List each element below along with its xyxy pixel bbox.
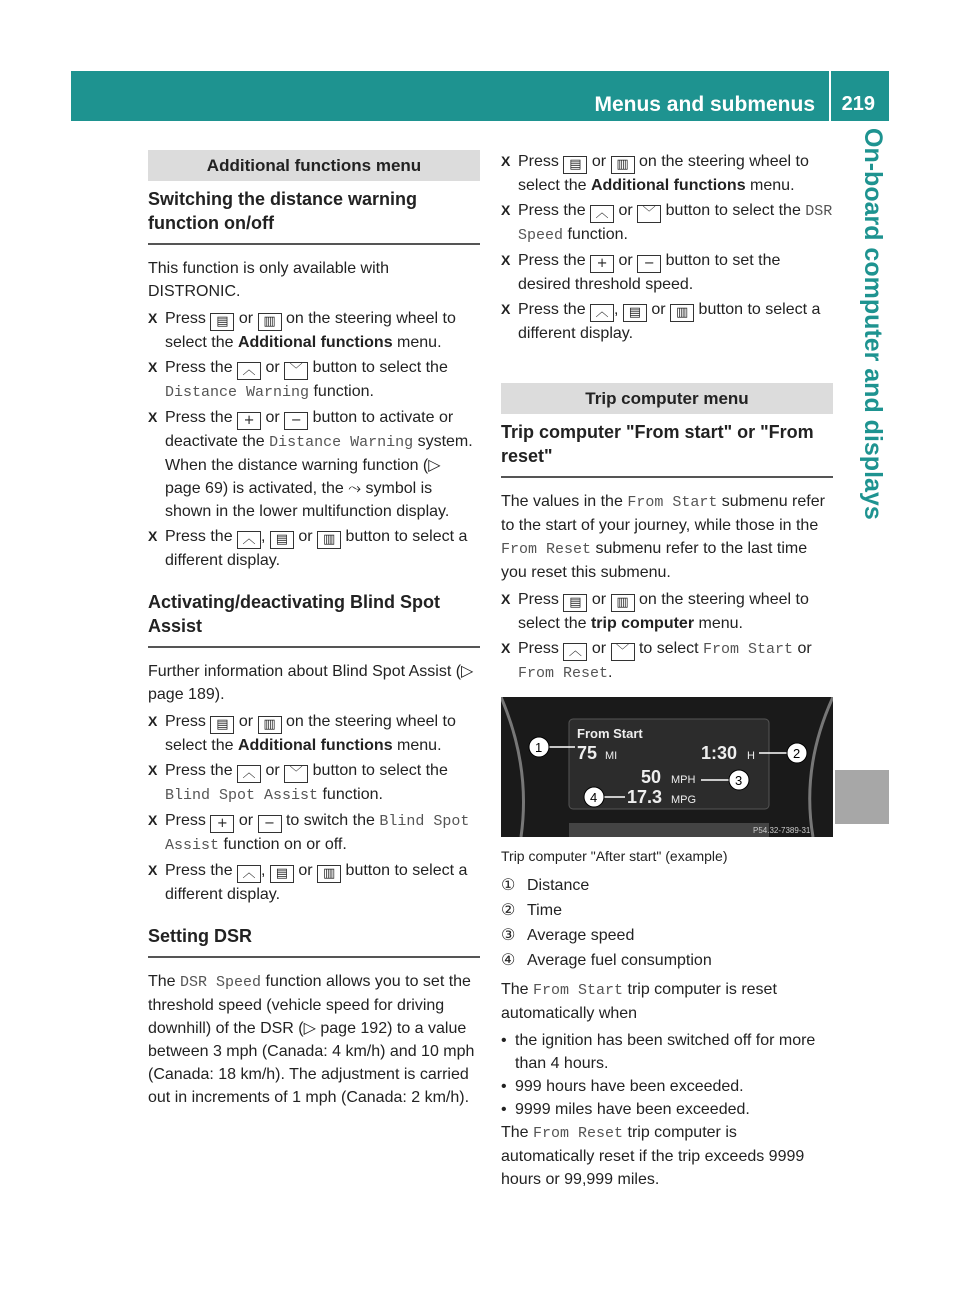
step: X Press ▤ or ▥ on the steering wheel to select the Additional functions menu. [501,150,833,197]
menu-forward-key-icon: ▥ [611,594,635,612]
step: X Press ▤ or ▥ on the steering wheel to select the Additional functions menu. [148,710,480,757]
menu-back-key-icon: ▤ [623,304,647,322]
bullet-item: • 999 hours have been exceeded. [501,1075,833,1098]
distance-warning-symbol-icon: ⤳ [348,480,362,497]
step: X Press ▤ or ▥ on the steering wheel to select the Additional functions menu. [148,307,480,354]
paragraph: The DSR Speed function allows you to set the threshold speed (vehicle speed for driving downhill) of the DSR (▷ page 192) to a value between 3 mph (Canada: 4 km/h) and 10 mph (Canada: 18 km/h). The adjustment is carried out in increments of 1 mph (Canada: 2 km/h). [148,973,475,1106]
step: X Press the ︿ , ▤ or ▥ button to select a different display. [501,298,833,345]
down-key-icon: ﹀ [284,362,308,380]
menu-forward-key-icon: ▥ [317,865,341,883]
minus-key-icon: − [258,815,282,833]
page-header [71,71,889,121]
step: X Press the ︿ , ▤ or ▥ button to select a different display. [148,525,480,572]
step: X Press ▤ or ▥ on the steering wheel to select the trip computer menu. [501,588,833,635]
back-key-icon: ︿ [590,304,614,322]
menu-back-key-icon: ▤ [210,716,234,734]
back-key-icon: ︿ [237,531,261,549]
side-tab-marker [835,770,889,824]
down-key-icon: ﹀ [284,765,308,783]
image-code: P54.32-7389-31 [753,826,811,835]
minus-key-icon: − [284,412,308,430]
svg-text:2: 2 [793,746,801,761]
display-distance-unit: MI [605,750,618,762]
paragraph: The From Reset trip computer is automatically reset if the trip exceeds 9999 hours or 99,999 miles. [501,1124,805,1188]
heading-blind-spot: Activating/deactivating Blind Spot Assist [148,590,480,648]
page-number: 219 [841,93,875,115]
heading-trip: Trip computer "From start" or "From reset" [501,420,833,478]
step: X Press the ︿ or ﹀ button to select the DSR Speed function. [501,199,833,247]
bullet-item: • the ignition has been switched off for more than 4 hours. [501,1029,833,1075]
step: X Press + or − to switch the Blind Spot Assist function on or off. [148,809,480,857]
legend-item: ④ Average fuel consumption [501,952,712,969]
step: X Press the + or − button to activate or deactivate the Distance Warning system. When the distance warning function (▷ page 69) is activated, the ⤳ symbol is shown in the lower multifunction display. [148,406,480,523]
plus-key-icon: + [210,815,234,833]
section-band: Additional functions menu [148,150,480,181]
menu-back-key-icon: ▤ [563,594,587,612]
legend-item: ② Time [501,902,562,919]
figure-caption: Trip computer "After start" (example) [501,848,728,864]
display-distance: 75 [577,743,598,763]
menu-back-key-icon: ▤ [210,313,234,331]
display-time: 1:30 [701,743,738,763]
right-column [501,150,833,1195]
legend-item: ① Distance [501,877,590,894]
display-fuel-unit: MPG [671,794,697,806]
svg-text:3: 3 [735,773,743,788]
display-speed-unit: MPH [671,774,696,786]
bullet-item: • 9999 miles have been exceeded. [501,1098,833,1121]
menu-forward-key-icon: ▥ [258,716,282,734]
paragraph: The values in the From Start submenu refer to the start of your journey, while those in the From Reset submenu refer to the last time you reset this submenu. [501,493,825,581]
menu-forward-key-icon: ▥ [317,531,341,549]
section-band: Trip computer menu [501,383,833,414]
legend-item: ③ Average speed [501,927,635,944]
up-key-icon: ︿ [237,362,261,380]
menu-forward-key-icon: ▥ [258,313,282,331]
svg-text:1: 1 [535,740,543,755]
header-title: Menus and submenus [594,93,815,116]
up-key-icon: ︿ [563,643,587,661]
display-fuel: 17.3 [627,787,663,807]
display-title: From Start [577,726,643,741]
plus-key-icon: + [590,255,614,273]
menu-forward-key-icon: ▥ [670,304,694,322]
menu-back-key-icon: ▤ [270,865,294,883]
trip-computer-display-image [501,697,833,837]
display-speed: 50 [641,767,662,787]
header-divider [829,71,831,121]
menu-back-key-icon: ▤ [270,531,294,549]
up-key-icon: ︿ [237,765,261,783]
step: X Press the ︿ or ﹀ button to select the Distance Warning function. [148,356,480,404]
down-key-icon: ﹀ [611,643,635,661]
down-key-icon: ﹀ [637,205,661,223]
step: X Press the + or − button to set the desired threshold speed. [501,249,833,296]
svg-text:4: 4 [590,790,598,805]
paragraph: Further information about Blind Spot Assist (▷ page 189). [148,663,474,703]
display-time-unit: H [747,750,755,762]
up-key-icon: ︿ [590,205,614,223]
step: X Press the ︿ , ▤ or ▥ button to select a different display. [148,859,480,906]
side-tab-label: On-board computer and displays [859,128,887,520]
heading-dsr: Setting DSR [148,924,480,958]
heading-distance-warning: Switching the distance warning function on/off [148,187,480,245]
left-column [148,150,480,1113]
paragraph: This function is only available with DISTRONIC. [148,260,390,300]
minus-key-icon: − [637,255,661,273]
paragraph: The From Start trip computer is reset automatically when [501,981,777,1022]
menu-forward-key-icon: ▥ [611,156,635,174]
step: X Press the ︿ or ﹀ button to select the Blind Spot Assist function. [148,759,480,807]
step: X Press ︿ or ﹀ to select From Start or From Reset. [501,637,833,685]
menu-back-key-icon: ▤ [563,156,587,174]
back-key-icon: ︿ [237,865,261,883]
plus-key-icon: + [237,412,261,430]
